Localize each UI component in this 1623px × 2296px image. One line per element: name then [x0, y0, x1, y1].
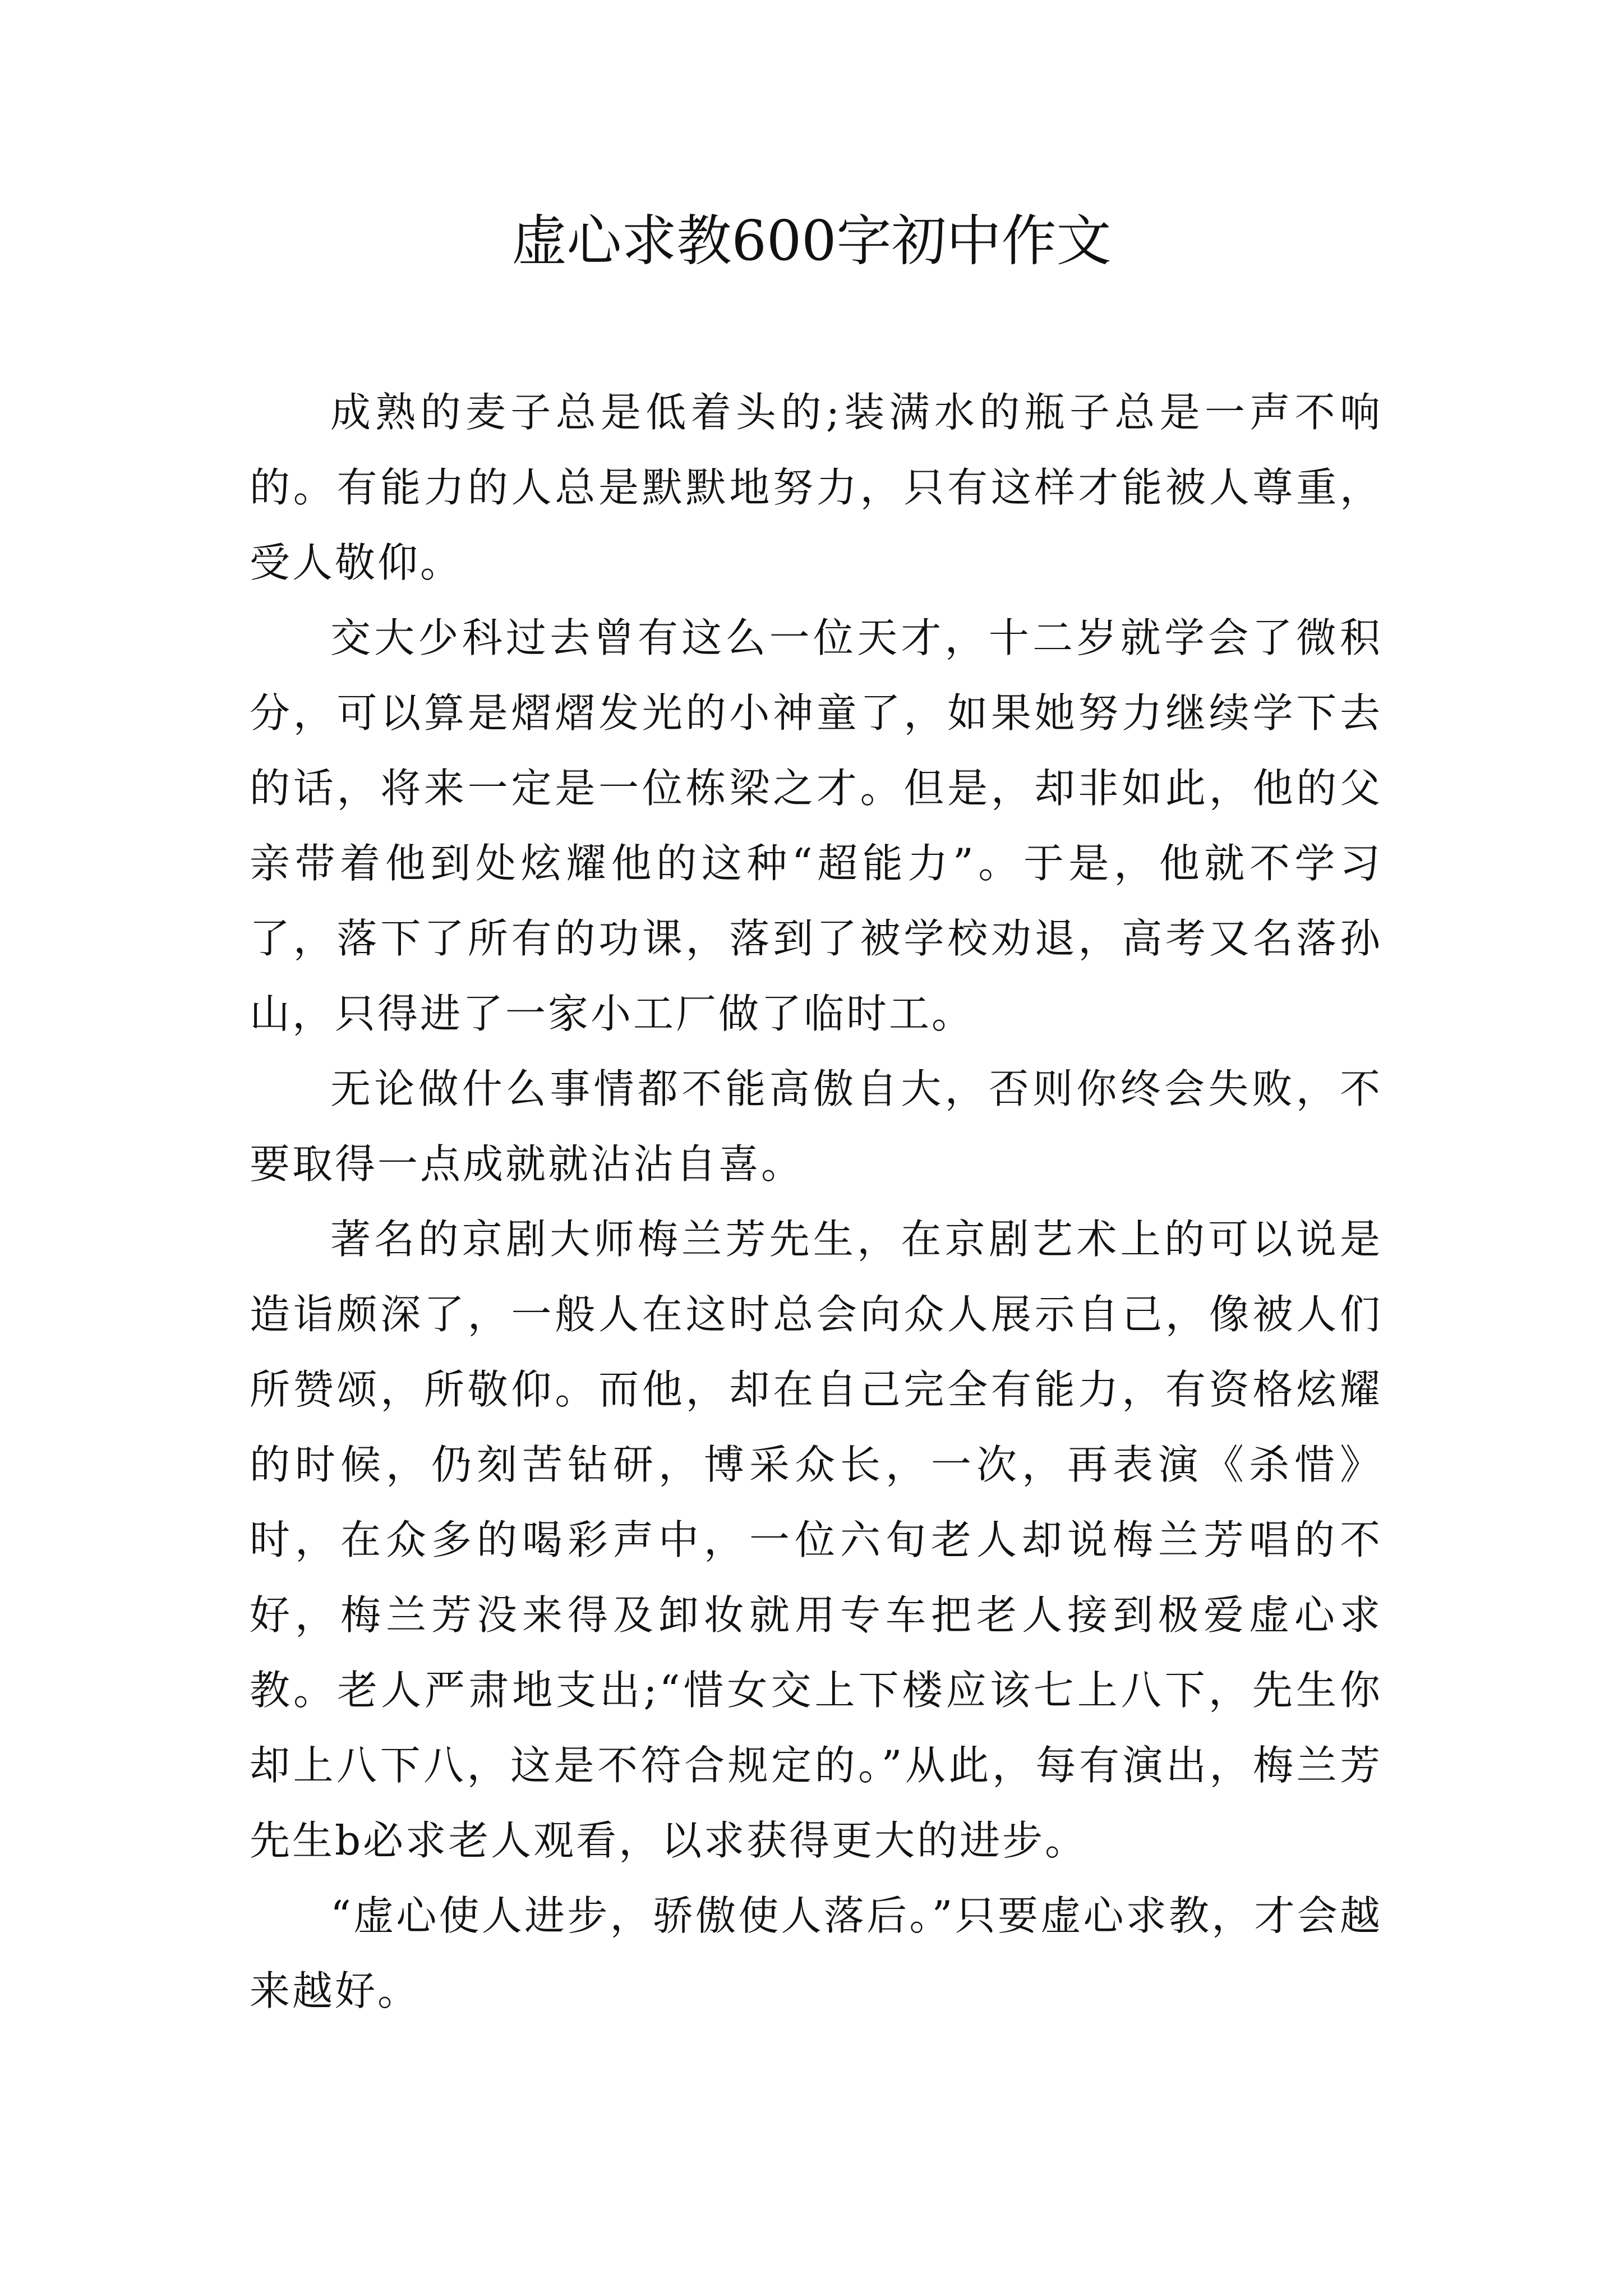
- document-title: 虚心求教600字初中作文: [511, 209, 1112, 273]
- paragraph-3: 无论做什么事情都不能高傲自大，否则你终会失败，不要取得一点成就就沾沾自喜。: [250, 1065, 1382, 1188]
- paragraph-4: 著名的京剧大师梅兰芳先生，在京剧艺术上的可以说是造诣颇深了，一般人在这时总会向众人展示自己，像被人们所赞颂，所敬仰。而他，却在自己完全有能力，有资格炫耀的时候，仍刻苦钻研，博采众长，一次，再表演《杀惜》时，在众多的喝彩声中，一位六旬老人却说梅兰芳唱的不好，梅兰芳没来得及卸妆就用专车把老人接到极爱虚心求教。老人严肃地支出;“惜女交上下楼应该七上八下，先生你却上八下八，这是不符合规定的。”从此，每有演出，梅兰芳先生b必求老人观看，以求获得更大的进步。: [250, 1216, 1382, 1864]
- paragraph-5: “虚心使人进步，骄傲使人落后。”只要虚心求教，才会越来越好。: [250, 1892, 1382, 2014]
- document-body: [250, 375, 1382, 2028]
- paragraph-1: 成熟的麦子总是低着头的;装满水的瓶子总是一声不响的。有能力的人总是默默地努力，只有这样才能被人尊重，受人敬仰。: [250, 389, 1382, 586]
- paragraph-2: 交大少科过去曾有这么一位天才，十二岁就学会了微积分，可以算是熠熠发光的小神童了，如果她努力继续学下去的话，将来一定是一位栋梁之才。但是，却非如此，他的父亲带着他到处炫耀他的这种“超能力”。于是，他就不学习了，落下了所有的功课，落到了被学校劝退，高考又名落孙山，只得进了一家小工厂做了临时工。: [250, 614, 1382, 1037]
